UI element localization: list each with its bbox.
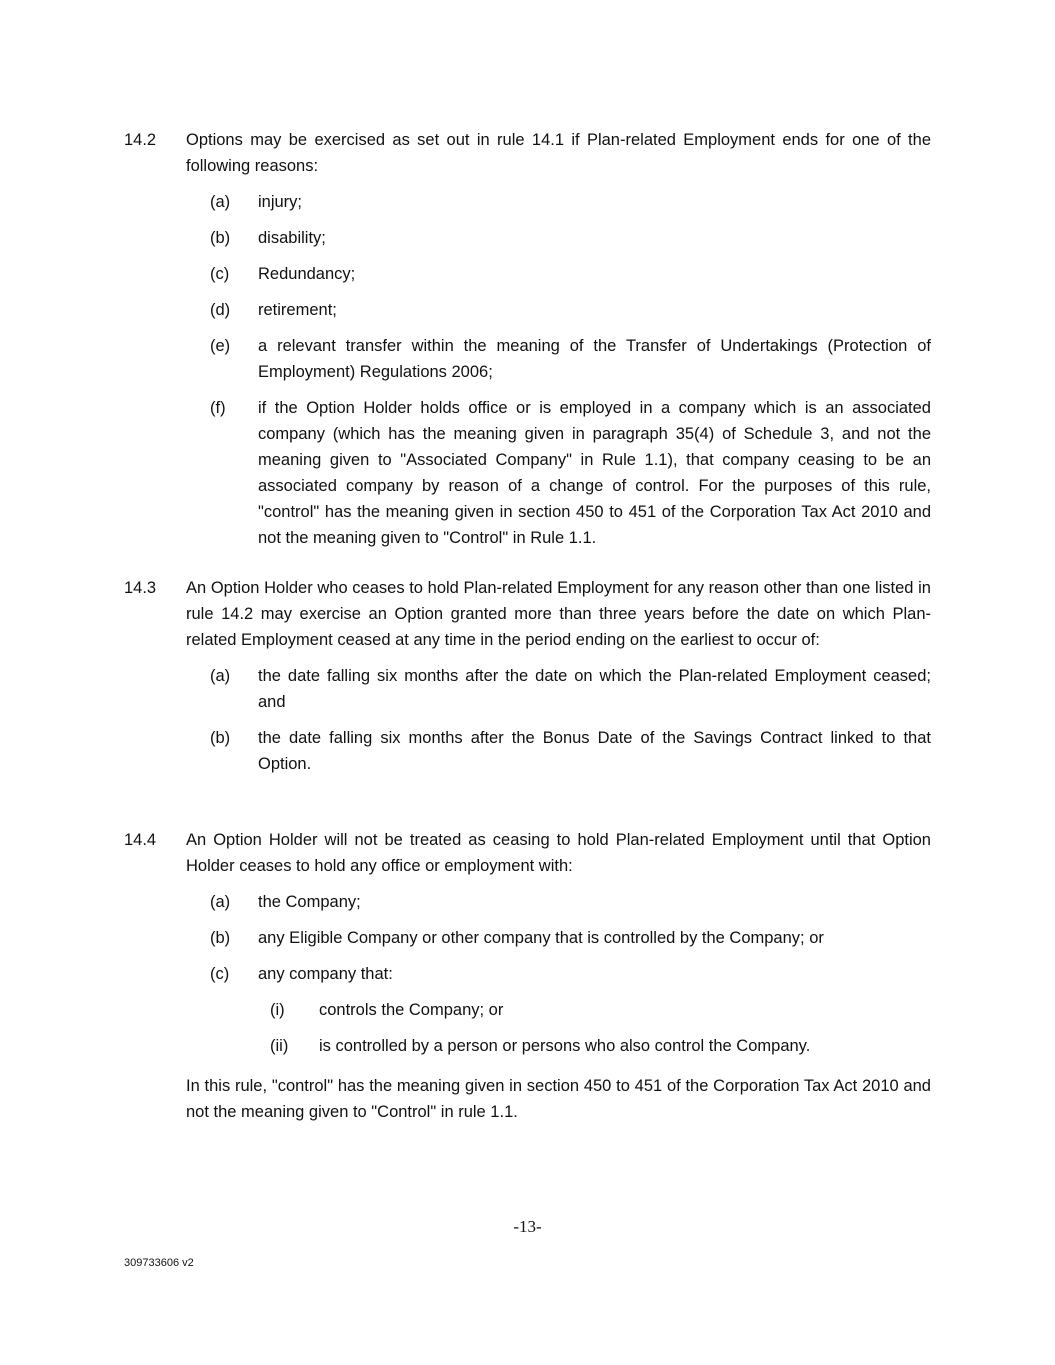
clause-text: An Option Holder will not be treated as ceasing to hold Plan-related Employment until that Option Holder ceases to hold any office or employment with: — [186, 831, 931, 875]
clause-number: 14.3 — [124, 579, 157, 597]
item-text: the date falling six months after the Bonus Date of the Savings Contract linked to that Option. — [258, 729, 931, 773]
clause-item-list — [124, 663, 931, 777]
item-text: the date falling six months after the date on which the Plan-related Employment ceased; and — [258, 667, 931, 711]
subitem-label: (i) — [270, 1001, 285, 1019]
item-text: disability; — [258, 229, 326, 247]
subitem-text: is controlled by a person or persons who also control the Company. — [319, 1037, 811, 1055]
list-item — [210, 297, 931, 323]
list-subitem — [270, 1033, 931, 1059]
clause-14-2 — [124, 127, 931, 561]
list-item — [210, 961, 931, 987]
item-text: Redundancy; — [258, 265, 356, 283]
clause-text: An Option Holder who ceases to hold Plan-related Employment for any reason other than one listed in rule 14.2 may exercise an Option granted more than three years before the date on which Plan-related Employment ceased at any time in the period ending on the earliest to occur of: — [186, 579, 931, 649]
item-label: (b) — [210, 929, 231, 947]
item-label: (b) — [210, 729, 231, 747]
list-subitem — [270, 997, 931, 1023]
item-text: retirement; — [258, 301, 337, 319]
clause-14-3 — [124, 575, 931, 787]
item-label: (c) — [210, 265, 230, 283]
item-text: a relevant transfer within the meaning of the Transfer of Undertakings (Protection of Employment) Regulations 2006; — [258, 337, 931, 381]
item-text: if the Option Holder holds office or is employed in a company which is an associated company (which has the meaning given in paragraph 35(4) of Schedule 3, and not the meaning given to "Associated Company" in Rule 1.1), that company ceasing to be an associated company by reason of a change of control. For the purposes of this rule, "control" has the meaning given in section 450 to 451 of the Corporation Tax Act 2010 and not the meaning given to "Control" in Rule 1.1. — [258, 399, 931, 547]
item-label: (d) — [210, 301, 231, 319]
subitem-label: (ii) — [270, 1037, 289, 1055]
clause-subitem-list — [124, 997, 931, 1059]
list-item — [210, 225, 931, 251]
clause-text: Options may be exercised as set out in rule 14.1 if Plan-related Employment ends for one of the following reasons: — [186, 131, 931, 175]
item-label: (a) — [210, 893, 231, 911]
document-reference: 309733606 v2 — [124, 1257, 194, 1269]
item-label: (a) — [210, 667, 231, 685]
item-text: injury; — [258, 193, 303, 211]
item-label: (e) — [210, 337, 231, 355]
item-label: (b) — [210, 229, 231, 247]
page-number: -13- — [513, 1217, 542, 1236]
list-item — [210, 925, 931, 951]
clause-14-4 — [124, 827, 931, 1125]
clause-item-list — [124, 189, 931, 551]
item-label: (c) — [210, 965, 230, 983]
list-item — [210, 663, 931, 715]
list-item — [210, 889, 931, 915]
item-text: any company that: — [258, 965, 393, 983]
list-item — [210, 189, 931, 215]
clause-note: In this rule, "control" has the meaning given in section 450 to 451 of the Corporation Tax Act 2010 and not the meaning given to "Control" in rule 1.1. — [186, 1077, 931, 1121]
item-label: (f) — [210, 399, 226, 417]
list-item — [210, 261, 931, 287]
item-text: any Eligible Company or other company that is controlled by the Company; or — [258, 929, 824, 947]
subitem-text: controls the Company; or — [319, 1001, 504, 1019]
item-text: the Company; — [258, 893, 361, 911]
clause-number: 14.2 — [124, 131, 157, 149]
list-item — [210, 725, 931, 777]
clause-number: 14.4 — [124, 831, 157, 849]
item-label: (a) — [210, 193, 231, 211]
list-item — [210, 333, 931, 385]
clause-item-list — [124, 889, 931, 987]
list-item — [210, 395, 931, 551]
